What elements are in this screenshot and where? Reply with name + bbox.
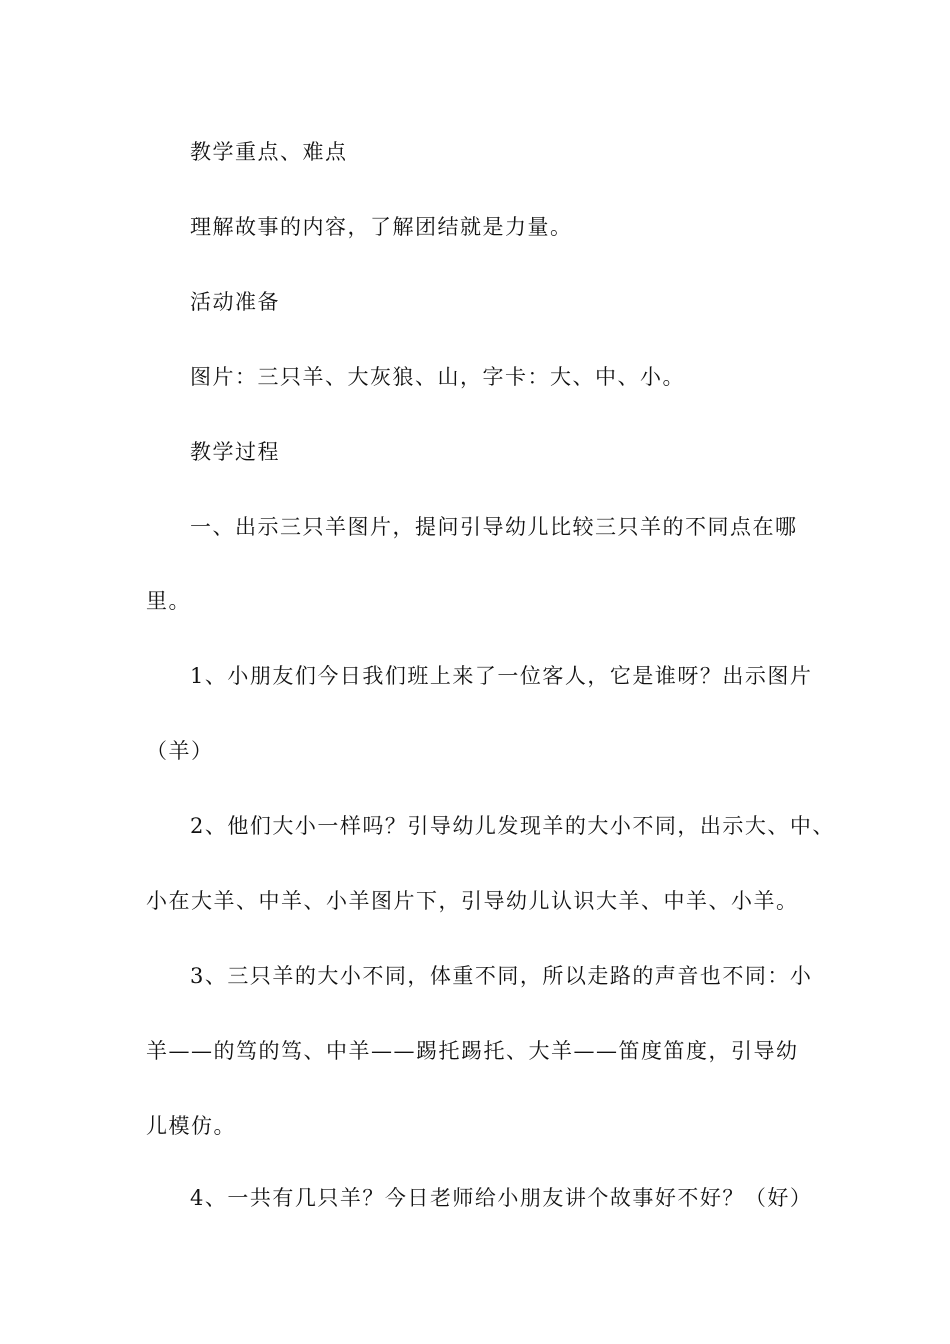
paragraph-step-one-continued: 里。	[146, 589, 191, 613]
paragraph-item-1: 1、小朋友们今日我们班上来了一位客人，它是谁呀？出示图片	[190, 664, 813, 688]
paragraph-item-3: 3、三只羊的大小不同，体重不同，所以走路的声音也不同：小	[190, 964, 813, 988]
paragraph-item-3-end: 儿模仿。	[146, 1114, 236, 1138]
paragraph-item-4: 4、一共有几只羊？今日老师给小朋友讲个故事好不好？（好）	[190, 1186, 813, 1210]
paragraph-preparation-content: 图片：三只羊、大灰狼、山，字卡：大、中、小。	[190, 365, 685, 389]
paragraph-item-1-continued: （羊）	[146, 739, 214, 763]
heading-activity-preparation: 活动准备	[190, 290, 280, 314]
heading-teaching-process: 教学过程	[190, 440, 280, 464]
paragraph-item-3-continued: 羊——的笃的笃、中羊——踢托踢托、大羊——笛度笛度，引导幼	[146, 1039, 799, 1063]
paragraph-focus-content: 理解故事的内容，了解团结就是力量。	[190, 215, 573, 239]
paragraph-step-one: 一、出示三只羊图片，提问引导幼儿比较三只羊的不同点在哪	[190, 515, 798, 539]
paragraph-item-2: 2、他们大小一样吗？引导幼儿发现羊的大小不同，出示大、中、	[190, 814, 835, 838]
paragraph-item-2-continued: 小在大羊、中羊、小羊图片下，引导幼儿认识大羊、中羊、小羊。	[146, 889, 799, 913]
heading-teaching-focus: 教学重点、难点	[190, 140, 348, 164]
